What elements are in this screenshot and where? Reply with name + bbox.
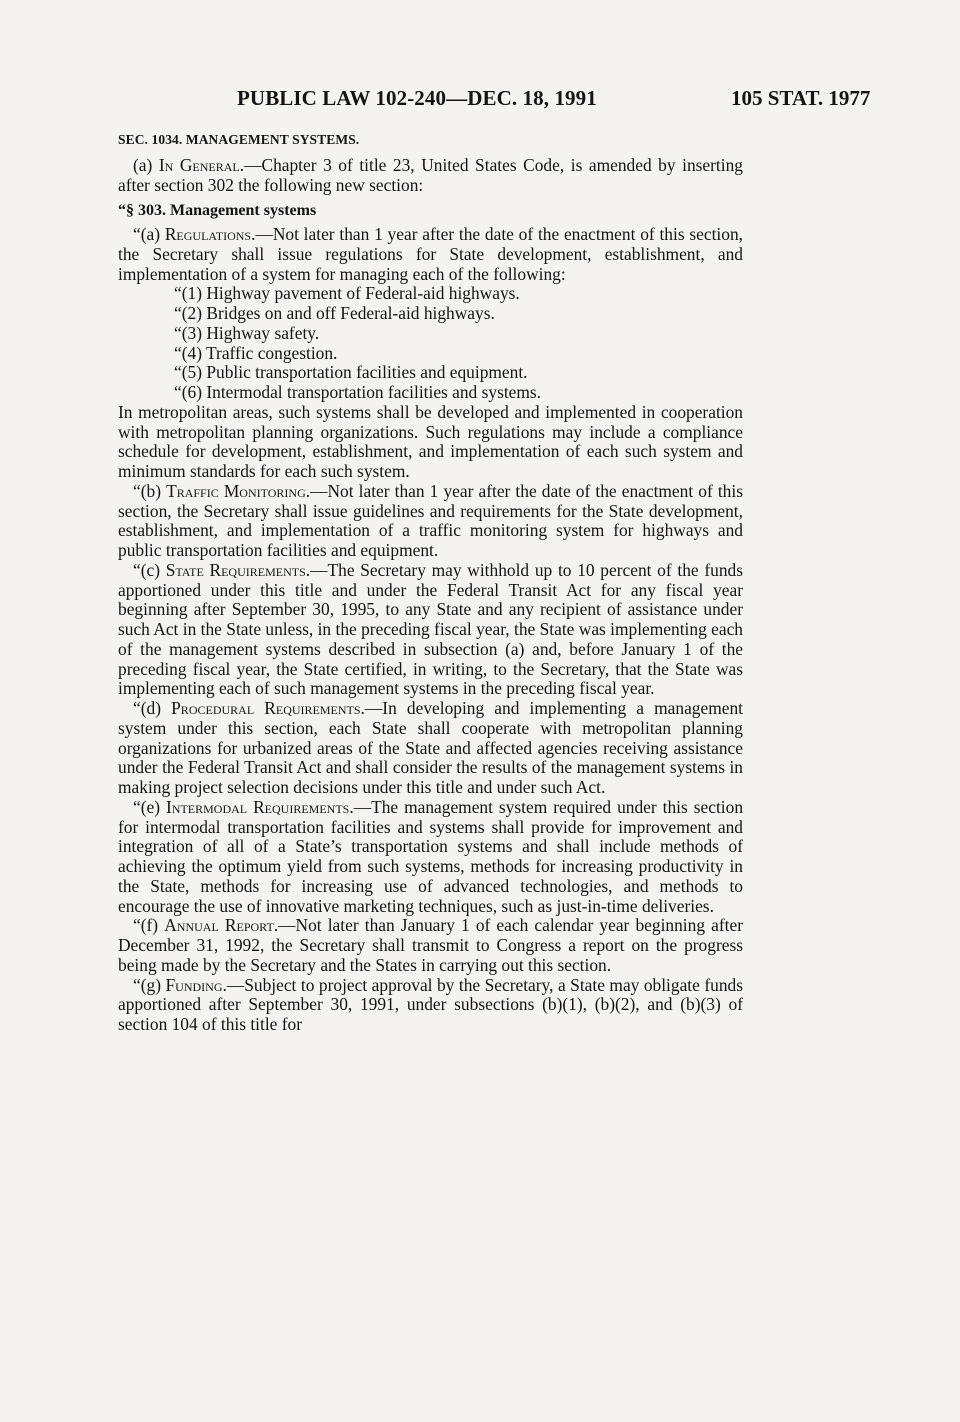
paragraph-text: .—The Secretary may withhold up to 10 percent of the funds apportioned under this title and under the Federal Transit Act for any fiscal year beginning after September 30, 1995, to any State and any recipient of assistance under such Act in the State unless, in the preceding fiscal year, the State was implementing each of the management systems described in subsection (a) and, before January 1 of the preceding fiscal year, the State certified, in writing, to the Secretary, that the State was implementing each of such management systems in the preceding fiscal year. (118, 559, 743, 699)
paragraph-text: .—Not later than 1 year after the date of the enactment of this section, the Secretary shall issue guidelines and requirements for the State development, establishment, and implementation of a traffic monitoring system for highways and public transportation facilities and equipment. (118, 480, 743, 560)
list-item: “(1) Highway pavement of Federal-aid highways. (174, 283, 520, 304)
paragraph-regulations (118, 225, 743, 284)
paragraph-state-requirements (118, 561, 743, 699)
paragraph-text: .—Subject to project approval by the Secretary, a State may obligate funds apportioned after September 30, 1991, under subsections (b)(1), (b)(2), and (b)(3) of section 104 of this title for (118, 974, 743, 1034)
paragraph-traffic-monitoring (118, 482, 743, 561)
new-section-heading: “§ 303. Management systems (118, 202, 317, 220)
paragraph-caption: Traffic Monitoring (166, 480, 306, 501)
list-item: “(3) Highway safety. (174, 322, 320, 343)
paragraph-caption: In General (158, 154, 240, 175)
paragraph-funding (118, 976, 743, 1035)
paragraph-intermodal-requirements (118, 798, 743, 917)
paragraph-label: “(b) (133, 480, 167, 501)
paragraph-procedural-requirements (118, 699, 743, 798)
body-text (118, 130, 743, 1035)
page-header (0, 86, 960, 118)
list-item: “(5) Public transportation facilities and equipment. (174, 362, 528, 383)
paragraph-label: “(d) (133, 698, 172, 718)
paragraph-label: “(a) (133, 224, 165, 244)
paragraph-text: .—Not later than 1 year after the date of the enactment of this section, the Secretary shall issue regulations for State development, establishment, and implementation of a system for managing each of the following: (118, 224, 743, 284)
list-item: “(4) Traffic congestion. (174, 342, 338, 363)
paragraph-label: “(c) (133, 559, 166, 580)
paragraph-text: .—Chapter 3 of title 23, United States Code, is amended by inserting after section 302 the following new section: (118, 154, 743, 195)
header-title: PUBLIC LAW 102-240—DEC. 18, 1991 (237, 86, 597, 110)
paragraph-a-in-general (118, 156, 743, 196)
paragraph-label: “(e) (133, 796, 166, 817)
paragraph-label: “(f) (133, 915, 165, 936)
paragraph-text: .—The management system required under this section for intermodal transportation facilities and systems shall provide for improvement and integration of all of a State’s transportation systems and shall include methods of achieving the optimum yield from such systems, methods for increasing productivity in the State, methods for increasing use of advanced technologies, and methods to encourage the use of innovative marketing techniques, such as just-in-time deliveries. (118, 796, 744, 916)
paragraph-annual-report (118, 916, 743, 975)
paragraph-text: .—Not later than January 1 of each calendar year beginning after December 31, 1992, the Secretary shall transmit to Congress a report on the progress being made by the Secretary and the States in carrying out this section. (118, 915, 743, 975)
paragraph-metropolitan: In metropolitan areas, such systems shall be developed and implemented in cooperation with metropolitan planning organizations. Such regulations may include a compliance schedule for development, establishment, and implementation of each such system and minimum standards for each such system. (118, 401, 743, 481)
paragraph-caption: Funding (165, 974, 223, 995)
paragraph-label: (a) (133, 154, 159, 175)
section-heading: SEC. 1034. MANAGEMENT SYSTEMS. (118, 132, 360, 147)
list-item: “(6) Intermodal transportation facilities and systems. (174, 382, 542, 402)
paragraph-caption: State Requirements (165, 559, 306, 580)
paragraph-caption: Procedural Requirements (171, 698, 361, 718)
paragraph-text: .—In developing and implementing a management system under this section, each State shall cooperate with metropolitan planning organizations for urbanized areas of the State and affected agencies receiving assistance under the Federal Transit Act and shall consider the results of the management systems in making project selection decisions under this title and under such Act. (118, 698, 743, 797)
paragraph-label: “(g) (133, 974, 166, 995)
header-stat-citation: 105 STAT. 1977 (731, 86, 871, 110)
list-item: “(2) Bridges on and off Federal-aid highways. (174, 303, 495, 323)
paragraph-caption: Annual Report (164, 915, 274, 936)
paragraph-caption: Regulations (164, 224, 252, 244)
paragraph-caption: Intermodal Requirements (166, 796, 350, 817)
